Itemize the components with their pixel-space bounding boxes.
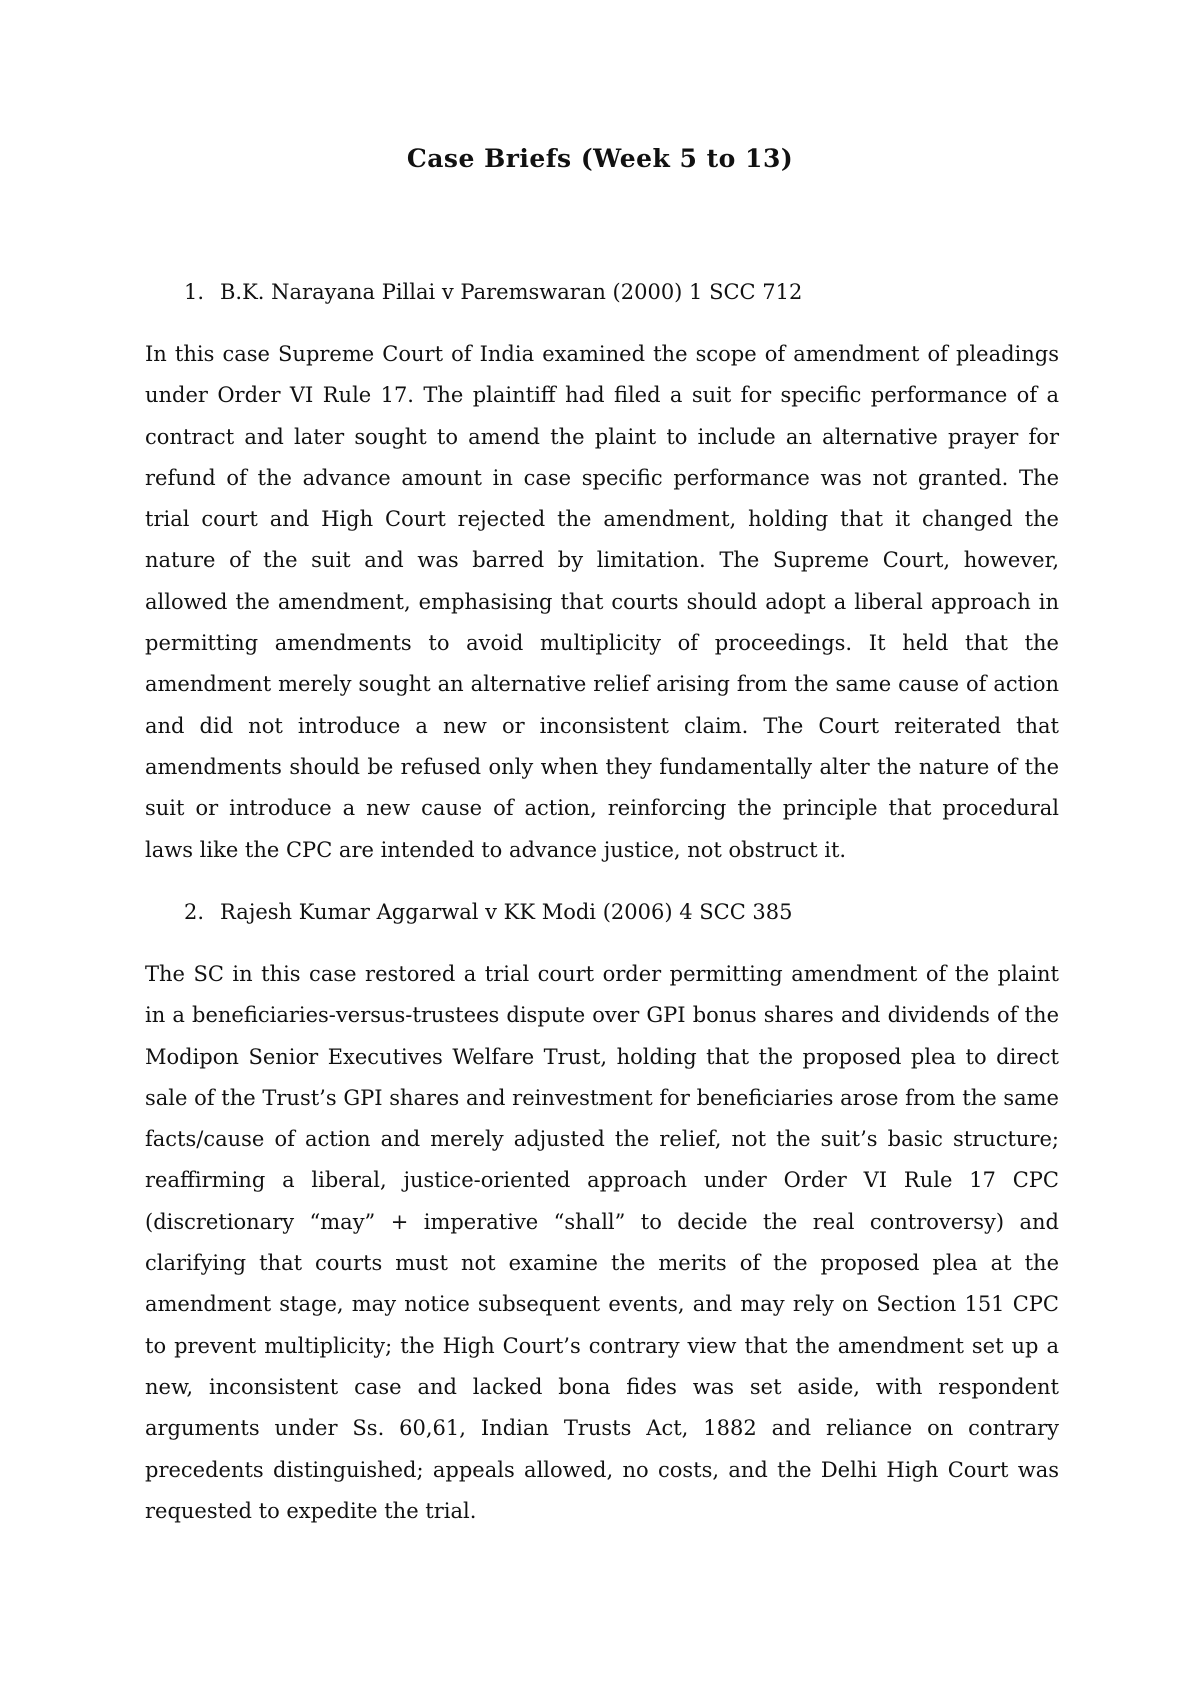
case-1-heading bbox=[184, 280, 802, 304]
case-1-citation: B.K. Narayana Pillai v Paremswaran (2000) 1 SCC 712 bbox=[220, 280, 803, 304]
case-2-citation: Rajesh Kumar Aggarwal v KK Modi (2006) 4 SCC 385 bbox=[220, 900, 793, 924]
case-2-heading bbox=[184, 900, 793, 924]
case-1-summary: In this case Supreme Court of India examined the scope of amendment of pleadings under Order VI Rule 17. The plaintiff had filed a suit for specific performance of a contract and later sought to amend the plaint to include an alternative prayer for refund of the advance amount in case specific performance was not granted. The trial court and High Court rejected the amendment, holding that it changed the nature of the suit and was barred by limitation. The Supreme Court, however, allowed the amendment, emphasising that courts should adopt a liberal approach in permitting amendments to avoid multiplicity of proceedings. It held that the amendment merely sought an alternative relief arising from the same cause of action and did not introduce a new or inconsistent claim. The Court reiterated that amendments should be refused only when they fundamentally alter the nature of the suit or introduce a new cause of action, reinforcing the principle that procedural laws like the CPC are intended to advance justice, not obstruct it. bbox=[145, 342, 1059, 862]
case-1-number: 1. bbox=[184, 280, 205, 304]
case-2-number: 2. bbox=[184, 900, 205, 924]
case-2-summary: The SC in this case restored a trial court order permitting amendment of the plaint in a beneficiaries-versus-trustees dispute over GPI bonus shares and dividends of the Modipon Senior Executives Welfare Trust, holding that the proposed plea to direct sale of the Trust’s GPI shares and reinvestment for beneficiaries arose from the same facts/cause of action and merely adjusted the relief, not the suit’s basic structure; reaffirming a liberal, justice-oriented approach under Order VI Rule 17 CPC (discretionary “may” + imperative “shall” to decide the real controversy) and clarifying that courts must not examine the merits of the proposed plea at the amendment stage, may notice subsequent events, and may rely on Section 151 CPC to prevent multiplicity; the High Court’s contrary view that the amendment set up a new, inconsistent case and lacked bona fides was set aside, with respondent arguments under Ss. 60,61, Indian Trusts Act, 1882 and reliance on contrary precedents distinguished; appeals allowed, no costs, and the Delhi High Court was requested to expedite the trial. bbox=[145, 962, 1059, 1523]
document-title: Case Briefs (Week 5 to 13) bbox=[406, 144, 794, 173]
